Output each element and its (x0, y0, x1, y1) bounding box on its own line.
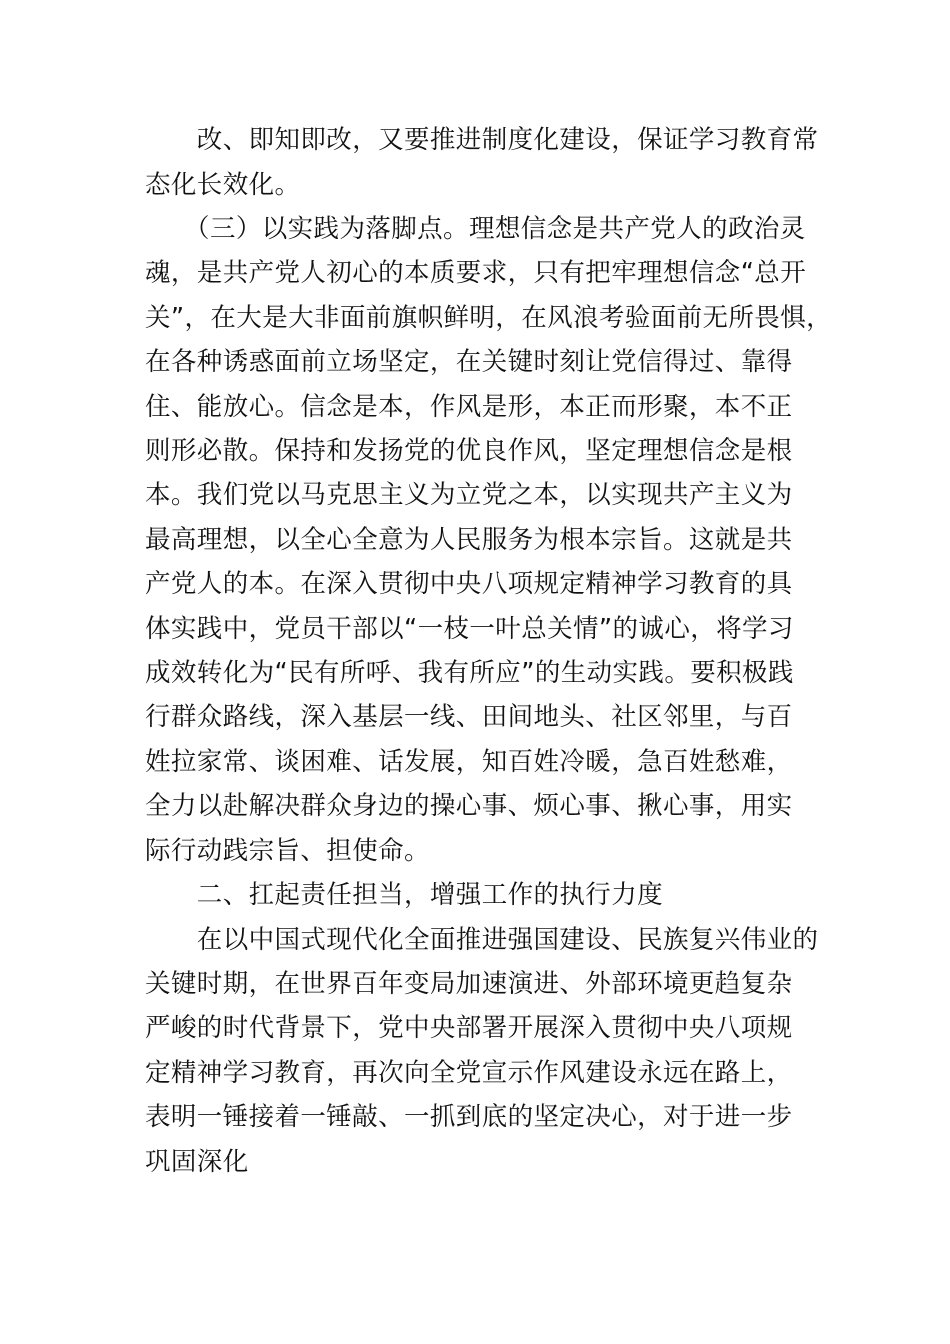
text-line: （三）以实践为落脚点。理想信念是共产党人的政治灵 (145, 214, 806, 244)
text-line: 定精神学习教育，再次向全党宣示作风建设永远在路上， (145, 1058, 793, 1088)
text-line: 巩固深化 (145, 1147, 249, 1177)
text-line: 际行动践宗旨、担使命。 (145, 836, 430, 866)
text-line: 体实践中，党员干部以“一枝一叶总关情”的诚心，将学习 (145, 614, 794, 644)
text-line: 魂，是共产党人初心的本质要求，只有把牢理想信念“总开 (145, 258, 807, 288)
text-line: 全力以赴解决群众身边的操心事、烦心事、揪心事，用实 (145, 791, 793, 821)
text-line: 本。我们党以马克思主义为立党之本，以实现共产主义为 (145, 480, 793, 510)
text-line: 最高理想，以全心全意为人民服务为根本宗旨。这就是共 (145, 525, 793, 555)
text-line: 在以中国式现代化全面推进强国建设、民族复兴伟业的 (145, 925, 819, 955)
text-line: 关键时期，在世界百年变局加速演进、外部环境更趋复杂 (145, 969, 793, 999)
text-line: 态化长效化。 (145, 170, 301, 200)
text-line: 在各种诱惑面前立场坚定，在关键时刻让党信得过、靠得 (145, 347, 793, 377)
text-line: 住、能放心。信念是本，作风是形，本正而形聚，本不正 (145, 392, 793, 422)
text-line: 严峻的时代背景下，党中央部署开展深入贯彻中央八项规 (145, 1013, 793, 1043)
section-heading: 二、扛起责任担当，增强工作的执行力度 (145, 880, 664, 910)
text-line: 关”，在大是大非面前旗帜鲜明，在风浪考验面前无所畏惧， (145, 303, 833, 333)
text-line: 表明一锤接着一锤敲、一抓到底的坚定决心，对于进一步 (145, 1102, 793, 1132)
text-line: 产党人的本。在深入贯彻中央八项规定精神学习教育的具 (145, 569, 793, 599)
text-line: 成效转化为“民有所呼、我有所应”的生动实践。要积极践 (145, 658, 794, 688)
text-line: 行群众路线，深入基层一线、田间地头、社区邻里，与百 (145, 702, 793, 732)
text-line: 姓拉家常、谈困难、话发展，知百姓冷暖，急百姓愁难， (145, 747, 793, 777)
text-line: 则形必散。保持和发扬党的优良作风，坚定理想信念是根 (145, 436, 793, 466)
text-line: 改、即知即改，又要推进制度化建设，保证学习教育常 (145, 125, 819, 155)
